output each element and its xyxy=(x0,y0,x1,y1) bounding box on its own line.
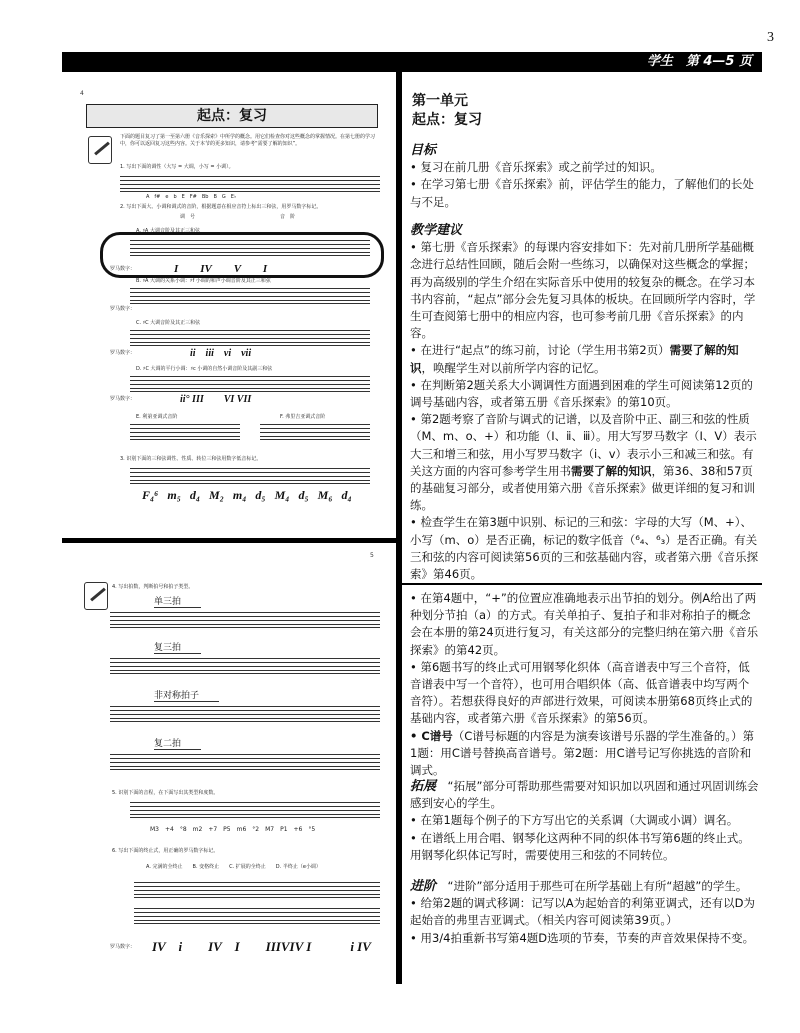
unit-title xyxy=(412,92,482,130)
staff xyxy=(130,288,370,304)
suggestion-p4 xyxy=(410,411,760,514)
suggestion-p3: • 在判断第2题关系大小调调性方面遇到困难的学生可阅读第12页的调号基础内容，或者第五册《音乐探索》的第10页。 xyxy=(410,377,753,410)
lower-p2: • 第6题书写的终止式可用钢琴化织体（高音谱表中写三个音符，低音谱表中写一个音符），也可用合唱织体（高、低音谱表中均写两个音符）。若想获得良好的声部进行效果，可阅读本册第68页终止式的基础内容，或者第六册《音乐探索》的第56页。 xyxy=(410,659,753,726)
roman-label: 罗马数字： xyxy=(110,944,136,950)
hand-roman-3: ii° III VI VII xyxy=(180,394,252,405)
thumb-q1-keys: A f# e b E F# Bb B G E♭ xyxy=(146,194,237,200)
lower-section xyxy=(410,590,760,779)
thumb-q5: 5. 识别下面的音程，在下面写出其类型和度数。 xyxy=(112,790,219,796)
bold-span: • C谱号 xyxy=(410,728,453,743)
staff xyxy=(130,240,370,256)
thumb-q6: 6. 写出下面的终止式，用正确的罗马数字标记。 xyxy=(112,848,219,854)
thumb-item-e: E. 利第亚调式音阶 xyxy=(136,414,178,420)
text-span: • 第2题考察了音阶与调式的记谱，以及音阶中正、副三和弦的性质（M、m、o、+）和功能（Ⅰ、ⅱ、ⅲ）。用大写罗马数字（Ⅰ、Ⅴ）表示大三和增三和弦，用小写罗马数字（ⅰ、ⅴ）表示小三和减三和弦。有关这方面的内容可参考学生用书 xyxy=(410,412,757,478)
advanced-item: • 给第2题的调式移调：记写以A为起始音的利第亚调式，还有以D为起始音的弗里吉亚调式。（相关内容可阅读第39页。） xyxy=(410,896,755,928)
staff xyxy=(110,754,380,770)
hand-triads: F₄⁶ m₅ d₄ M₂ m₄ d₅ M₄ d₅ M₆ d₄ xyxy=(142,488,352,502)
thumb-item-a: A. ♯A 大调音阶及其正三和弦 xyxy=(136,228,200,234)
page-number: 3 xyxy=(767,30,774,45)
thumb-intro: 下面的题目复习了第一至第六册《音乐探索》中所学的概念。用它们检查你对这些概念的掌握情况。在第七册的学习中，你可以返回复习这些内容。关于本节的更多知识，请参考“需要了解的知识”。 xyxy=(120,134,376,147)
thumb-item-c: C. ♯C 大调音阶及其正三和弦 xyxy=(136,320,201,326)
extension-heading: 拓展 xyxy=(410,779,437,794)
suggestions-heading: 教学建议 xyxy=(410,223,463,238)
thumb-intervals: M3 +4 °8 m2 +7 P5 m6 °2 M7 P1 +6 °5 xyxy=(150,826,316,833)
roman-label: 罗马数字： xyxy=(110,350,136,356)
thumb-cadences: A. 完满的全终止 B. 变格终止 C. 扩展的全终止 D. 半终止（e小调） xyxy=(146,864,321,870)
staff xyxy=(130,468,370,484)
student-page-4-thumbnail xyxy=(70,84,390,528)
suggestions-section xyxy=(410,222,760,583)
thumb-q2: 2. 写出下面大、小调和调式的音阶，根据题意在相应音符上标出三和弦，用罗马数字标记。 xyxy=(120,204,322,210)
suggestion-p2 xyxy=(410,342,760,376)
c-label: 非对称拍子 xyxy=(154,688,219,702)
pencil-icon xyxy=(88,136,112,164)
thumb-page-number: 5 xyxy=(370,552,374,559)
roman-label: 罗马数字： xyxy=(110,306,136,312)
thumb-col-b: 音 阶 xyxy=(280,214,296,220)
extension-item: • 在第1题每个例子的下方写出它的关系调（大调或小调）调名。 xyxy=(410,813,739,828)
suggestion-p5: • 检查学生在第3题中识别、标记的三和弦：字母的大写（M、+）、小写（m、o）是否正确，标记的数字低音（⁶₄、⁶₃）是否正确。有关三和弦的内容可阅读第56页的三和弦基础内容，或者第六册《音乐探索》第46页。 xyxy=(410,515,759,582)
right-horizontal-divider xyxy=(402,583,762,585)
staff xyxy=(110,612,380,628)
thumb-title: 起点：复习 xyxy=(86,104,378,128)
objective-item: • 复习在前几册《音乐探索》或之前学过的知识。 xyxy=(410,160,662,175)
lower-p3 xyxy=(410,728,760,780)
thumb-col-a: 调 号 xyxy=(180,214,196,220)
advanced-intro: “进阶”部分适用于那些可在所学基础上有所“超越”的学生。 xyxy=(436,879,748,893)
extension-intro: “拓展”部分可帮助那些需要对知识加以巩固和通过巩固训练会感到安心的学生。 xyxy=(410,779,759,811)
vertical-divider xyxy=(396,72,402,984)
lower-p1: • 在第4题中，“+”的位置应准确地表示出节拍的划分。例A给出了两种划分节拍（a）的方式。有关单拍子、复拍子和非对称拍子的概念会在本册的第24页进行复习，有关这部分的完整归纳在第六册《音乐探索》的第42页。 xyxy=(410,591,759,657)
roman-label: 罗马数字： xyxy=(110,266,136,272)
unit-line2: 起点：复习 xyxy=(412,112,482,128)
extension-section xyxy=(410,778,760,864)
advanced-section xyxy=(410,878,760,947)
staff xyxy=(110,658,380,674)
staff xyxy=(134,882,380,898)
bold-span: 需要了解的知识 xyxy=(410,343,739,375)
staff xyxy=(260,424,370,440)
text-span: ，唤醒学生对以前所学内容的记忆。 xyxy=(421,360,606,375)
pencil-icon xyxy=(84,582,108,610)
thumb-page-number: 4 xyxy=(80,90,84,97)
b-label: 复三拍 xyxy=(154,640,201,654)
thumb-item-f: F. 弗里吉亚调式音阶 xyxy=(280,414,326,420)
thumb-q3: 3. 识别下面的三和弦调性、性质、转位三和弦用数字低音标记。 xyxy=(120,456,262,462)
objectives-section xyxy=(410,142,760,211)
student-page-5-thumbnail xyxy=(70,552,390,984)
staff xyxy=(110,706,380,722)
text-span: （C谱号标题的内容是为演奏该谱号乐器的学生准备的。）第1题：用C谱号替换高音谱号。第2题：用C谱号记写你挑选的音阶和调式。 xyxy=(410,728,755,778)
suggestion-p1: • 第七册《音乐探索》的每课内容安排如下：先对前几册所学基础概念进行总结性回顾，随后会附一些练习，以确保对这些概念的掌握；再为高级别的学生介绍在实际音乐中使用的较复杂的概念。在学习本书内容前，“起点”部分会先复习具体的板块。在回顾所学内容时，学生可查阅第七册中的相应内容，也可参考前几册《音乐探索》的内容。 xyxy=(410,240,756,341)
thumb-item-b: B. ♯A 大调的关系小调：♯f 小调的和声小调音阶及其正三和弦 xyxy=(136,278,271,284)
staff xyxy=(130,424,240,440)
bold-span: 需要了解的知识 xyxy=(571,463,652,478)
unit-line1: 第一单元 xyxy=(412,93,468,109)
hand-roman: IV i IV I IIIVIV I i IV xyxy=(152,939,371,954)
thumb-q1: 1. 写出下面的调性（大写 = 大调，小写 = 小调）。 xyxy=(120,164,234,170)
thumb-q4: 4. 写出拍数，判断拍号和拍子类型。 xyxy=(112,584,194,590)
a-label: 单三拍 xyxy=(154,594,201,608)
thumb-item-d: D. ♯C 大调的平行小调：♯c 小调的自然小调音阶及其副三和弦 xyxy=(136,366,273,372)
hand-roman-1: I IV V I xyxy=(174,263,268,275)
header-bar xyxy=(62,52,762,72)
extension-item: • 在谱纸上用合唱、钢琴化这两种不同的织体书写第6题的终止式。用钢琴化织体记写时，需要使用三和弦的不同转位。 xyxy=(410,830,750,862)
hand-roman-2: ii iii vi vii xyxy=(190,348,252,359)
staff xyxy=(134,908,380,924)
advanced-heading: 进阶 xyxy=(410,879,437,894)
text-span: • 在进行“起点”的练习前，讨论（学生用书第2页） xyxy=(410,343,670,358)
d-label: 复二拍 xyxy=(154,736,201,750)
advanced-item: • 用3/4拍重新书写第4题D选项的节奏，节奏的声音效果保持不变。 xyxy=(410,930,755,945)
header-text: 学生 第 4—5 页 xyxy=(646,54,752,69)
left-horizontal-divider xyxy=(62,538,398,543)
objective-item: • 在学习第七册《音乐探索》前，评估学生的能力，了解他们的长处与不足。 xyxy=(410,177,754,209)
text-span: ，第36、38和57页的基础复习部分，或者使用第六册《音乐探索》做更详细的复习和训练。 xyxy=(410,463,755,513)
roman-label: 罗马数字： xyxy=(110,396,136,402)
objectives-heading: 目标 xyxy=(410,143,437,158)
staff xyxy=(120,176,380,192)
staff xyxy=(130,802,380,818)
